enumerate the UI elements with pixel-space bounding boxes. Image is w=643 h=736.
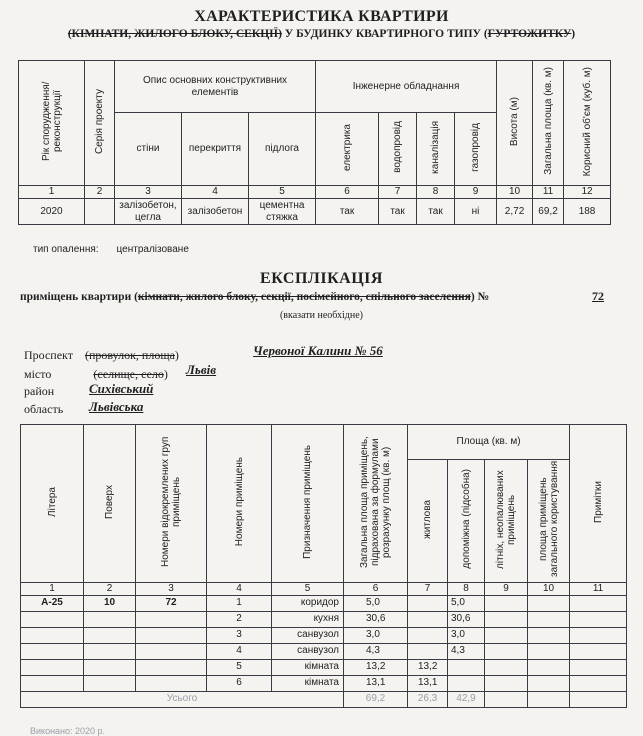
- room-group: [136, 643, 207, 659]
- heating-type: [33, 244, 189, 255]
- room-purpose: санвузол: [272, 643, 344, 659]
- room-litera: [21, 627, 84, 643]
- total-notes: [570, 691, 627, 707]
- room-purpose: санвузол: [272, 627, 344, 643]
- room-living: 13,2: [408, 659, 448, 675]
- header-year: Рік спорудження/ реконструкції: [19, 61, 85, 186]
- cell-sewer: так: [417, 199, 455, 225]
- room-notes: [570, 659, 627, 675]
- room-common: [528, 627, 570, 643]
- room-row: [21, 659, 627, 675]
- room-summer: [485, 659, 528, 675]
- rooms-header-purpose: Призначення приміщень: [272, 425, 344, 583]
- room-litera: [21, 675, 84, 691]
- rooms-header-living: житлова: [408, 460, 448, 583]
- room-total: 5,0: [344, 595, 408, 611]
- apartment-number: 72: [592, 289, 604, 303]
- room-floor: [84, 611, 136, 627]
- subtitle-mid: У БУДИНКУ КВАРТИРНОГО ТИПУ (: [281, 28, 488, 40]
- room-common: [528, 659, 570, 675]
- total-label: Усього: [21, 691, 344, 707]
- district-value: Сихівський: [89, 381, 154, 396]
- header-floors-between: перекриття: [182, 113, 249, 186]
- room-aux: 30,6: [448, 611, 485, 627]
- explication-title: ЕКСПЛІКАЦІЯ: [260, 270, 383, 287]
- col-num: 8: [448, 582, 485, 595]
- cell-walls: залізобетон, цегла: [115, 199, 182, 225]
- rooms-header-groups: Номери відокремлених груп приміщень: [136, 425, 207, 583]
- room-common: [528, 675, 570, 691]
- header-height: Висота (м): [497, 61, 533, 186]
- rooms-header-floor: Поверх: [84, 425, 136, 583]
- cell-total-area: 69,2: [533, 199, 564, 225]
- room-notes: [570, 627, 627, 643]
- rooms-header-aux: допоміжна (підсобна): [448, 460, 485, 583]
- col-num: 4: [182, 186, 249, 199]
- header-floor: підлога: [249, 113, 316, 186]
- col-num: 6: [316, 186, 379, 199]
- heating-value: централізоване: [116, 244, 189, 255]
- room-summer: [485, 595, 528, 611]
- col-num: 1: [21, 582, 84, 595]
- total-living: 26,3: [408, 691, 448, 707]
- cell-gas: ні: [455, 199, 497, 225]
- room-common: [528, 595, 570, 611]
- room-purpose: коридор: [272, 595, 344, 611]
- col-num: 2: [85, 186, 115, 199]
- room-row: [21, 643, 627, 659]
- room-floor: [84, 659, 136, 675]
- prospect-struck: (провулок, площа: [84, 348, 175, 362]
- cell-height: 2,72: [497, 199, 533, 225]
- city-value: Львів: [186, 362, 217, 377]
- rooms-header-litera: Літера: [21, 425, 84, 583]
- room-litera: [21, 659, 84, 675]
- rooms-table: [20, 424, 627, 708]
- room-notes: [570, 611, 627, 627]
- total-summer: [485, 691, 528, 707]
- header-series: Серія проекту: [85, 61, 115, 186]
- room-total: 30,6: [344, 611, 408, 627]
- room-common: [528, 643, 570, 659]
- room-number: 4: [207, 643, 272, 659]
- subtitle-struck: (КІМНАТИ, ЖИЛОГО БЛОКУ, СЕКЦІЇ): [67, 28, 282, 40]
- district-label: район: [24, 384, 55, 398]
- room-number: 6: [207, 675, 272, 691]
- header-total-area: Загальна площа (кв. м): [533, 61, 564, 186]
- header-sewer: каналізація: [417, 113, 455, 186]
- prospect-close: ): [174, 348, 179, 362]
- characteristics-table: [18, 60, 611, 225]
- room-group: [136, 675, 207, 691]
- room-floor: [84, 675, 136, 691]
- room-group: 72: [136, 595, 207, 611]
- room-notes: [570, 675, 627, 691]
- col-num: 12: [564, 186, 611, 199]
- room-aux: [448, 675, 485, 691]
- header-walls: стіни: [115, 113, 182, 186]
- total-aux: 42,9: [448, 691, 485, 707]
- room-living: [408, 643, 448, 659]
- room-living: 13,1: [408, 675, 448, 691]
- cell-floor: цементна стяжка: [249, 199, 316, 225]
- rooms-total-row: [21, 691, 627, 707]
- col-num: 5: [272, 582, 344, 595]
- rooms-header-summer: літніх, неопалюваних приміщень: [485, 460, 528, 583]
- explication-hint: (вказати необхідне): [279, 310, 364, 321]
- heating-label: тип опалення:: [33, 244, 99, 255]
- room-summer: [485, 643, 528, 659]
- explication-sub-a: приміщень квартири (: [20, 291, 138, 303]
- room-number: 5: [207, 659, 272, 675]
- room-total: 13,1: [344, 675, 408, 691]
- room-total: 4,3: [344, 643, 408, 659]
- col-num: 3: [136, 582, 207, 595]
- prospect-line: [24, 346, 179, 364]
- col-num: 2: [84, 582, 136, 595]
- room-summer: [485, 627, 528, 643]
- explication-sub-b: ) №: [470, 291, 490, 303]
- rooms-header-area-group: Площа (кв. м): [408, 425, 570, 460]
- prospect-label: Проспект: [24, 348, 73, 362]
- city-struck: (селище, село: [93, 367, 164, 381]
- room-summer: [485, 675, 528, 691]
- explication-sub-struck: кімнати, жилого блоку, секції, посімейного, спільного заселення: [137, 291, 471, 303]
- header-construction: Опис основних конструктивних елементів: [115, 61, 316, 113]
- header-gas: газопровід: [455, 113, 497, 186]
- room-living: [408, 627, 448, 643]
- room-living: [408, 595, 448, 611]
- room-litera: [21, 611, 84, 627]
- room-floor: [84, 643, 136, 659]
- room-floor: 10: [84, 595, 136, 611]
- explication-subtitle: [20, 291, 489, 303]
- subtitle-struck-2: ГУРТОЖИТКУ: [487, 28, 572, 40]
- rooms-header-common: площа приміщень загального користування: [528, 460, 570, 583]
- room-group: [136, 627, 207, 643]
- rooms-column-numbers: [21, 582, 627, 595]
- cell-floors-between: залізобетон: [182, 199, 249, 225]
- room-aux: 4,3: [448, 643, 485, 659]
- room-summer: [485, 611, 528, 627]
- rooms-header-total: Загальна площа приміщень, підрахована за формулами розрахунку площ (кв. м): [344, 425, 408, 583]
- col-num: 10: [528, 582, 570, 595]
- room-row: [21, 595, 627, 611]
- room-row: [21, 675, 627, 691]
- header-water: водопровід: [379, 113, 417, 186]
- total-area: 69,2: [344, 691, 408, 707]
- room-total: 13,2: [344, 659, 408, 675]
- room-total: 3,0: [344, 627, 408, 643]
- cell-water: так: [379, 199, 417, 225]
- col-num: 9: [485, 582, 528, 595]
- col-num: 4: [207, 582, 272, 595]
- col-num: 7: [379, 186, 417, 199]
- room-number: 2: [207, 611, 272, 627]
- city-close: ): [163, 367, 168, 381]
- room-group: [136, 611, 207, 627]
- city-label: місто: [24, 367, 52, 381]
- col-num: 11: [570, 582, 627, 595]
- room-number: 1: [207, 595, 272, 611]
- room-litera: [21, 643, 84, 659]
- col-num: 7: [408, 582, 448, 595]
- room-row: [21, 611, 627, 627]
- col-num: 1: [19, 186, 85, 199]
- room-purpose: кімната: [272, 659, 344, 675]
- region-label: область: [24, 402, 64, 416]
- room-purpose: кухня: [272, 611, 344, 627]
- col-num: 9: [455, 186, 497, 199]
- room-notes: [570, 595, 627, 611]
- room-notes: [570, 643, 627, 659]
- characteristics-row: [19, 199, 611, 225]
- room-aux: [448, 659, 485, 675]
- col-num: 5: [249, 186, 316, 199]
- cell-volume: 188: [564, 199, 611, 225]
- room-purpose: кімната: [272, 675, 344, 691]
- header-electric: електрика: [316, 113, 379, 186]
- region-value: Львівська: [89, 399, 144, 414]
- street-value: Червоної Калини № 56: [253, 343, 383, 358]
- header-volume: Корисний об'єм (куб. м): [564, 61, 611, 186]
- room-aux: 5,0: [448, 595, 485, 611]
- header-engineering: Інженерне обладнання: [316, 61, 497, 113]
- col-num: 11: [533, 186, 564, 199]
- characteristics-title: ХАРАКТЕРИСТИКА КВАРТИРИ: [194, 8, 449, 25]
- room-row: [21, 627, 627, 643]
- room-litera: А-25: [21, 595, 84, 611]
- col-num: 8: [417, 186, 455, 199]
- col-num: 6: [344, 582, 408, 595]
- rooms-header-notes: Примітки: [570, 425, 627, 583]
- footer-faint-text: Виконано: 2020 р.: [30, 726, 106, 736]
- room-living: [408, 611, 448, 627]
- col-num: 3: [115, 186, 182, 199]
- room-common: [528, 611, 570, 627]
- col-num: 10: [497, 186, 533, 199]
- column-numbers-row: [19, 186, 611, 199]
- room-number: 3: [207, 627, 272, 643]
- subtitle-end: ): [571, 28, 576, 40]
- room-aux: 3,0: [448, 627, 485, 643]
- cell-electric: так: [316, 199, 379, 225]
- cell-series: [85, 199, 115, 225]
- cell-year: 2020: [19, 199, 85, 225]
- room-group: [136, 659, 207, 675]
- rooms-header-numbers: Номери приміщень: [207, 425, 272, 583]
- total-common: [528, 691, 570, 707]
- room-floor: [84, 627, 136, 643]
- characteristics-subtitle: [0, 28, 643, 40]
